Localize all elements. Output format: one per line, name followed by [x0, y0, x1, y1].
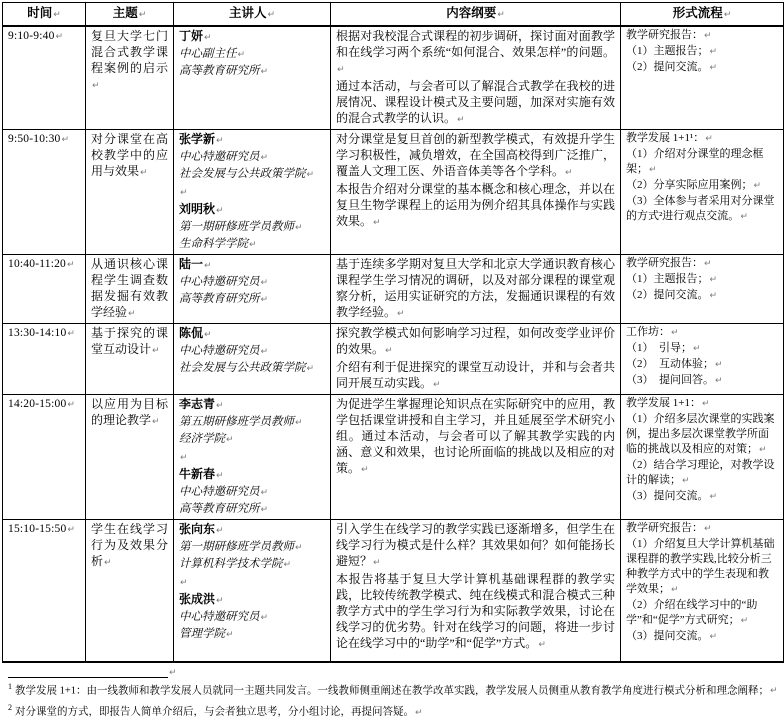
speakers-cell [174, 255, 331, 324]
paragraph-mark: ↵ [361, 465, 369, 475]
paragraph-mark: ↵ [249, 240, 257, 250]
speakers-cell [174, 395, 331, 520]
speaker-name: 陈侃↵ [179, 326, 212, 340]
paragraph-mark: ↵ [433, 380, 441, 390]
outline-cell [331, 520, 621, 662]
topic-text: 对分课堂在高校教学中的应用与效果↵ [91, 132, 168, 178]
speaker-name: 张成洪↵ [179, 592, 224, 606]
outline-cell [331, 255, 621, 324]
paragraph-mark: ↵ [701, 399, 710, 409]
paragraph-mark: ↵ [152, 346, 160, 356]
paragraph-mark: ↵ [216, 401, 224, 411]
paragraph-mark: ↵ [216, 526, 224, 536]
paragraph-mark: ↵ [216, 136, 224, 146]
speakers-cell [174, 324, 331, 395]
paragraph-mark: ↵ [693, 344, 701, 354]
paragraph-mark: ↵ [55, 32, 64, 42]
paragraph-mark: ↵ [260, 613, 269, 623]
paragraph-mark: ↵ [283, 560, 292, 570]
paragraph-mark: ↵ [216, 596, 224, 606]
column-header-label: 形式流程 [672, 6, 723, 20]
topic-cell [86, 324, 174, 395]
time-text: 14:20-15:00↵ [8, 398, 76, 410]
speaker-affiliation: 计算机科学技术学院↵ [179, 558, 292, 570]
paragraph-mark: ↵ [709, 492, 718, 502]
column-header-label: 主题 [112, 6, 138, 20]
speaker-name: 丁妍↵ [179, 29, 212, 43]
paragraph-mark: ↵ [715, 360, 723, 370]
outline-paragraph: 通过本活动，与会者可以了解混合式教学在我校的进展情况、课程设计模式及主要问题，加深对实施有效的混合式教学的认识。↵ [336, 79, 615, 125]
paragraph-mark: ↵ [67, 525, 76, 535]
paragraph-mark: ↵ [373, 558, 381, 568]
paragraph-mark: ↵ [306, 170, 315, 180]
table-row [3, 520, 784, 662]
paragraph-mark: ↵ [759, 445, 767, 455]
outline-cell [331, 130, 621, 255]
topic-text: 以应用为目标的理论教学↵ [91, 397, 168, 427]
speaker-affiliation: 管理学院↵ [179, 628, 234, 640]
footnote-area [8, 667, 784, 721]
format-line: （3）提问交流。↵ [626, 490, 718, 502]
speaker-affiliation: 中心副主任↵ [179, 48, 246, 60]
paragraph-mark: ↵ [704, 524, 712, 534]
paragraph-mark: ↵ [260, 488, 269, 498]
paragraph-mark: ↵ [295, 223, 303, 233]
paragraph-mark: ↵ [770, 686, 778, 696]
blank-line [179, 448, 325, 466]
paragraph-mark: ↵ [260, 505, 269, 515]
time-cell [3, 324, 86, 395]
schedule-body [3, 26, 784, 662]
header-row [3, 3, 784, 27]
paragraph-mark: ↵ [204, 261, 212, 271]
paragraph-mark: ↵ [337, 65, 345, 75]
paragraph-mark: ↵ [709, 291, 718, 301]
outline-paragraph: 对分课堂是复旦首创的新型教学模式，有效提升学生学习积极性，减负增效，在全国高校得到广泛推广，覆盖人文理工医、外语音体美等各个学科。↵ [336, 132, 615, 178]
time-cell [3, 26, 86, 130]
topic-text: 复旦大学七门混合式教学课程案例的启示↵ [91, 29, 168, 91]
outline-cell [331, 395, 621, 520]
footnote [8, 679, 784, 700]
speaker-name: 牛新春↵ [179, 467, 224, 481]
paragraph-mark: ↵ [169, 667, 177, 678]
paragraph-mark: ↵ [260, 278, 269, 288]
paragraph-mark: ↵ [682, 476, 690, 486]
table-row [3, 395, 784, 520]
topic-cell [86, 255, 174, 324]
time-cell [3, 520, 86, 662]
format-line: 教学发展 1+1¹：↵ [626, 132, 713, 144]
table-row [3, 130, 784, 255]
paragraph-mark: ↵ [671, 585, 679, 595]
paragraph-mark: ↵ [709, 47, 718, 57]
format-line: （3）提问交流。↵ [626, 630, 718, 642]
speaker-affiliation: 中心特邀研究员↵ [179, 611, 269, 623]
format-line: 教学研究报告：↵ [626, 522, 712, 534]
time-text: 9:10-9:40↵ [8, 30, 64, 42]
speaker-name: 刘明秋↵ [179, 202, 224, 216]
paragraph-mark: ↵ [204, 33, 212, 43]
paragraph-mark: ↵ [457, 115, 465, 125]
paragraph-mark: ↵ [237, 50, 246, 60]
column-header-label: 时间 [27, 6, 53, 20]
paragraph-mark: ↵ [226, 630, 234, 640]
footnote-separator-line [8, 677, 168, 678]
time-cell [3, 255, 86, 324]
paragraph-mark: ↵ [61, 135, 70, 145]
column-header-label: 主讲人 [228, 6, 267, 20]
format-line: （1）介绍多层次课堂的实践案例，提出多层次课堂教学所面临的挑战以及相应的对策；↵ [626, 413, 775, 455]
speaker-name: 李志青↵ [179, 397, 224, 411]
column-header-topic [86, 3, 174, 27]
format-line: （2）介绍在线学习中的“助学”和“促学”方式研究；↵ [626, 599, 758, 626]
footnote-text: 对分课堂的方式，即报告人简单介绍后，与会者独立思考，分小组讨论，再提问答疑。 [15, 706, 414, 718]
topic-cell [86, 130, 174, 255]
format-cell [621, 395, 784, 520]
paragraph-mark: ↵ [216, 206, 224, 216]
paragraph-mark: ↵ [565, 168, 573, 178]
format-line: 教学研究报告：↵ [626, 29, 712, 41]
speaker-affiliation: 高等教育研究所↵ [179, 293, 269, 305]
paragraph-mark: ↵ [104, 558, 112, 568]
paragraph-mark: ↵ [538, 640, 546, 650]
paragraph-mark: ↵ [497, 10, 505, 20]
outline-paragraph: 本报告介绍对分课堂的基本概念和核心理念，并以在复旦生物学课程上的运用为例介绍其具体操作与实践效果。↵ [336, 182, 615, 228]
speaker-name: 陆一↵ [179, 257, 212, 271]
paragraph-mark: ↵ [740, 616, 749, 626]
paragraph-mark: ↵ [67, 329, 76, 339]
paragraph-mark: ↵ [709, 63, 718, 73]
outline-cell [331, 26, 621, 130]
paragraph-mark: ↵ [740, 212, 748, 222]
paragraph-mark: ↵ [138, 10, 147, 20]
paragraph-mark: ↵ [140, 168, 148, 178]
paragraph-mark: ↵ [753, 181, 762, 191]
paragraph-mark: ↵ [715, 376, 723, 386]
format-line: （1）主题报告；↵ [626, 45, 718, 57]
paragraph-mark: ↵ [709, 275, 718, 285]
footnote-marker: 2 [8, 703, 12, 712]
format-line: （2）提问交流。↵ [626, 289, 718, 301]
paragraph-mark: ↵ [260, 347, 269, 357]
footnote-separator-row [8, 667, 784, 678]
speaker-affiliation: 高等教育研究所↵ [179, 65, 269, 77]
time-text: 9:50-10:30↵ [8, 133, 70, 145]
format-cell [621, 255, 784, 324]
format-line: 教学研究报告：↵ [626, 257, 712, 269]
paragraph-mark: ↵ [204, 330, 212, 340]
format-line: （1）介绍对分课堂的理念框架；↵ [626, 148, 764, 175]
speakers-cell [174, 130, 331, 255]
speaker-name: 张学新↵ [179, 132, 224, 146]
time-text: 10:40-11:20↵ [8, 258, 75, 270]
format-line: （1）介绍复旦大学计算机基础课程群的教学实践,比较分析三种教学方式中的学生表现和教学效果；↵ [626, 538, 775, 595]
format-line: 教学发展 1+1：↵ [626, 397, 710, 409]
column-header-outline [331, 3, 621, 27]
outline-paragraph: 引入学生在线学习的教学实践已逐渐增多，但学生在线学习行为模式是什么样？其效果如何？如何能扬长避短？↵ [336, 522, 615, 568]
speaker-affiliation: 第一期研修班学员教师↵ [179, 221, 303, 233]
paragraph-mark: ↵ [180, 188, 188, 198]
speaker-affiliation: 社会发展与公共政策学院↵ [179, 362, 315, 374]
paragraph-mark: ↵ [260, 153, 269, 163]
outline-paragraph: 探究教学模式如何影响学习过程，如何改变学业评价的效果。↵ [336, 326, 615, 356]
blank-line [179, 183, 325, 201]
format-line: （3）全体参与者采用对分课堂的方式²进行观点交流。↵ [626, 195, 775, 222]
topic-text: 从通识核心课程学生调查数据发掘有效教学经验↵ [91, 257, 168, 319]
column-header-time [3, 3, 86, 27]
format-cell [621, 26, 784, 130]
document-page [0, 2, 784, 718]
format-cell [621, 130, 784, 255]
speaker-affiliation: 中心特邀研究员↵ [179, 345, 269, 357]
column-header-label: 内容纲要 [446, 6, 497, 20]
topic-cell [86, 26, 174, 130]
time-text: 13:30-14:10↵ [8, 327, 76, 339]
footnote [8, 700, 784, 721]
format-line: （3） 提问回答。↵ [626, 374, 723, 386]
column-header-speaker [174, 3, 331, 27]
format-line: （2）分享实际应用案例；↵ [626, 179, 762, 191]
time-cell [3, 395, 86, 520]
paragraph-mark: ↵ [53, 10, 61, 20]
paragraph-mark: ↵ [415, 707, 423, 718]
topic-cell [86, 395, 174, 520]
paragraph-mark: ↵ [709, 632, 718, 642]
outline-paragraph: 介绍有利于促进探究的课堂互动设计，并和与会者共同开展互动实践。↵ [336, 360, 615, 390]
speaker-affiliation: 中心特邀研究员↵ [179, 486, 269, 498]
paragraph-mark: ↵ [723, 10, 732, 20]
outline-cell [331, 324, 621, 395]
speaker-name: 张向东↵ [179, 522, 224, 536]
paragraph-mark: ↵ [705, 134, 713, 144]
outline-paragraph: 根据对我校混合式课程的初步调研，探讨面对面教学和在线学习两个系统“如何混合、效果怎样”的问题。↵ [336, 29, 615, 75]
table-header [3, 3, 784, 27]
format-line: 工作坊：↵ [626, 326, 679, 338]
speaker-affiliation: 中心特邀研究员↵ [179, 151, 269, 163]
paragraph-mark: ↵ [226, 435, 234, 445]
format-line: （1） 引导；↵ [626, 342, 701, 354]
footnote-marker: 1 [8, 681, 12, 691]
outline-paragraph: 基于连续多学期对复旦大学和北京大学通识教育核心课程学生学习情况的调研，以及对部分课程的课堂观察分析，运用实证研究的方法，发掘通识课程的有效教学经验。↵ [336, 257, 615, 319]
footnote-text: 教学发展 1+1：由一线教师和教学发展人员就同一主题共同发言。一线教师侧重阐述在教学改革实践，教学发展人员侧重从教育教学角度进行模式分析和理念阐释； [15, 685, 770, 696]
table-row [3, 26, 784, 130]
topic-text: 学生在线学习行为及效果分析↵ [91, 522, 168, 568]
paragraph-mark: ↵ [180, 578, 188, 588]
paragraph-mark: ↵ [216, 471, 224, 481]
speaker-affiliation: 社会发展与公共政策学院↵ [179, 168, 315, 180]
time-cell [3, 130, 86, 255]
speakers-cell [174, 26, 331, 130]
speaker-affiliation: 生命科学学院↵ [179, 238, 257, 250]
column-header-format [621, 3, 784, 27]
paragraph-mark: ↵ [704, 31, 712, 41]
outline-paragraph: 本报告将基于复旦大学计算机基础课程群的教学实践，比较传统教学模式、纯在线模式和混合模式三种教学方式中的学生学习行为和实际教学效果，讨论在线学习的优劣势。针对在线学习的问题，将进一步讨论在线学习中的“助学”和“促学”方式。↵ [336, 572, 615, 650]
schedule-table [2, 2, 784, 663]
paragraph-mark: ↵ [92, 81, 100, 91]
format-line: （2）结合学习理论，对教学设计的解读；↵ [626, 459, 775, 486]
format-cell [621, 520, 784, 662]
paragraph-mark: ↵ [397, 309, 405, 319]
paragraph-mark: ↵ [385, 346, 393, 356]
paragraph-mark: ↵ [67, 400, 76, 410]
outline-paragraph: 为促进学生掌握理论知识点在实际研究中的应用，教学包括课堂讲授和自主学习，并且延展至学术研究小组。通过本活动，与会者可以了解其教学实践的内涵、意义和效果，也讨论所面临的挑战以及相应的对策。↵ [336, 397, 615, 475]
paragraph-mark: ↵ [295, 418, 303, 428]
paragraph-mark: ↵ [267, 10, 276, 20]
speaker-affiliation: 中心特邀研究员↵ [179, 276, 269, 288]
speaker-affiliation: 第五期研修班学员教师↵ [179, 416, 303, 428]
paragraph-mark: ↵ [373, 218, 381, 228]
paragraph-mark: ↵ [671, 328, 679, 338]
format-line: （1）主题报告；↵ [626, 273, 718, 285]
speaker-affiliation: 经济学院↵ [179, 433, 234, 445]
speaker-affiliation: 第一期研修班学员教师↵ [179, 541, 303, 553]
paragraph-mark: ↵ [260, 295, 269, 305]
paragraph-mark: ↵ [649, 165, 657, 175]
time-text: 15:10-15:50↵ [8, 523, 76, 535]
paragraph-mark: ↵ [67, 260, 75, 270]
topic-cell [86, 520, 174, 662]
paragraph-mark: ↵ [152, 417, 160, 427]
format-cell [621, 324, 784, 395]
paragraph-mark: ↵ [295, 543, 303, 553]
format-line: （2） 互动体验；↵ [626, 358, 723, 370]
table-row [3, 324, 784, 395]
topic-text: 基于探究的课堂互动设计↵ [91, 326, 168, 356]
paragraph-mark: ↵ [128, 309, 136, 319]
table-row [3, 255, 784, 324]
blank-line [179, 573, 325, 591]
paragraph-mark: ↵ [260, 67, 269, 77]
paragraph-mark: ↵ [704, 259, 712, 269]
format-line: （2）提问交流。↵ [626, 61, 718, 73]
speakers-cell [174, 520, 331, 662]
paragraph-mark: ↵ [180, 453, 188, 463]
speaker-affiliation: 高等教育研究所↵ [179, 503, 269, 515]
paragraph-mark: ↵ [306, 364, 315, 374]
